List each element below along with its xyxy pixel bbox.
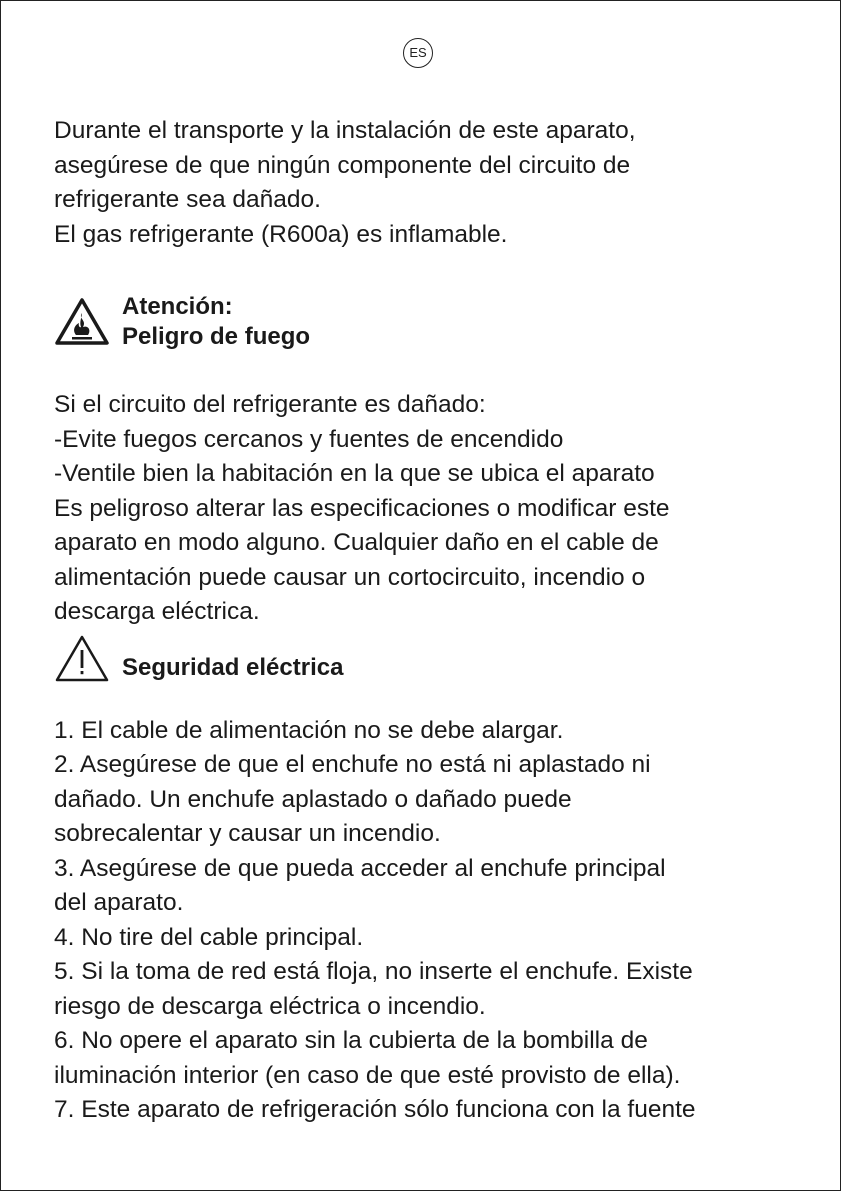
intro-paragraph	[54, 114, 794, 252]
list-item: dañado. Un enchufe aplastado o dañado puede	[54, 785, 572, 813]
warning-title: Atención:	[122, 293, 233, 320]
text-line: asegúrese de que ningún componente del circuito de	[54, 151, 631, 179]
damage-paragraph	[54, 388, 794, 630]
electrical-warning-text	[122, 653, 343, 683]
text-line: -Evite fuegos cercanos y fuentes de encendido	[54, 425, 564, 453]
list-item: sobrecalentar y causar un incendio.	[54, 820, 441, 847]
text-line: Durante el transporte y la instalación de este aparato,	[54, 117, 636, 144]
list-item: 5. Si la toma de red está floja, no inserte el enchufe. Existe	[54, 958, 693, 985]
text-line: -Ventile bien la habitación en la que se ubica el aparato	[54, 460, 655, 487]
text-line: El gas refrigerante (R600a) es inflamable.	[54, 220, 508, 248]
text-line: aparato en modo alguno. Cualquier daño en el cable de	[54, 529, 659, 556]
text-line: alimentación puede causar un cortocircuito, incendio o	[54, 563, 646, 591]
list-item: 1. El cable de alimentación no se debe alargar.	[54, 716, 564, 744]
text-line: descarga eléctrica.	[54, 598, 260, 625]
exclamation-warning-icon	[54, 634, 110, 684]
fire-warning	[54, 292, 794, 352]
text-line: Si el circuito del refrigerante es dañado:	[54, 391, 486, 418]
fire-warning-text	[122, 292, 310, 352]
list-item: 7. Este aparato de refrigeración sólo funciona con la fuente	[54, 1096, 696, 1123]
text-line: Es peligroso alterar las especificaciones o modificar este	[54, 494, 670, 522]
list-item: iluminación interior (en caso de que esté provisto de ella).	[54, 1061, 681, 1089]
list-item: 2. Asegúrese de que el enchufe no está ni aplastado ni	[54, 751, 651, 778]
language-badge: ES	[403, 38, 433, 68]
list-item: 6. No opere el aparato sin la cubierta de la bombilla de	[54, 1027, 648, 1054]
list-item: 3. Asegúrese de que pueda acceder al enchufe principal	[54, 854, 666, 882]
electrical-warning	[54, 634, 794, 684]
page-content	[54, 114, 794, 1128]
list-item: del aparato.	[54, 889, 184, 916]
electrical-safety-list	[54, 714, 794, 1128]
warning-title: Seguridad eléctrica	[122, 653, 344, 681]
text-line: refrigerante sea dañado.	[54, 186, 321, 213]
list-item: riesgo de descarga eléctrica o incendio.	[54, 992, 486, 1020]
fire-warning-icon	[54, 297, 110, 347]
warning-subtitle: Peligro de fuego	[122, 323, 311, 350]
list-item: 4. No tire del cable principal.	[54, 923, 364, 951]
